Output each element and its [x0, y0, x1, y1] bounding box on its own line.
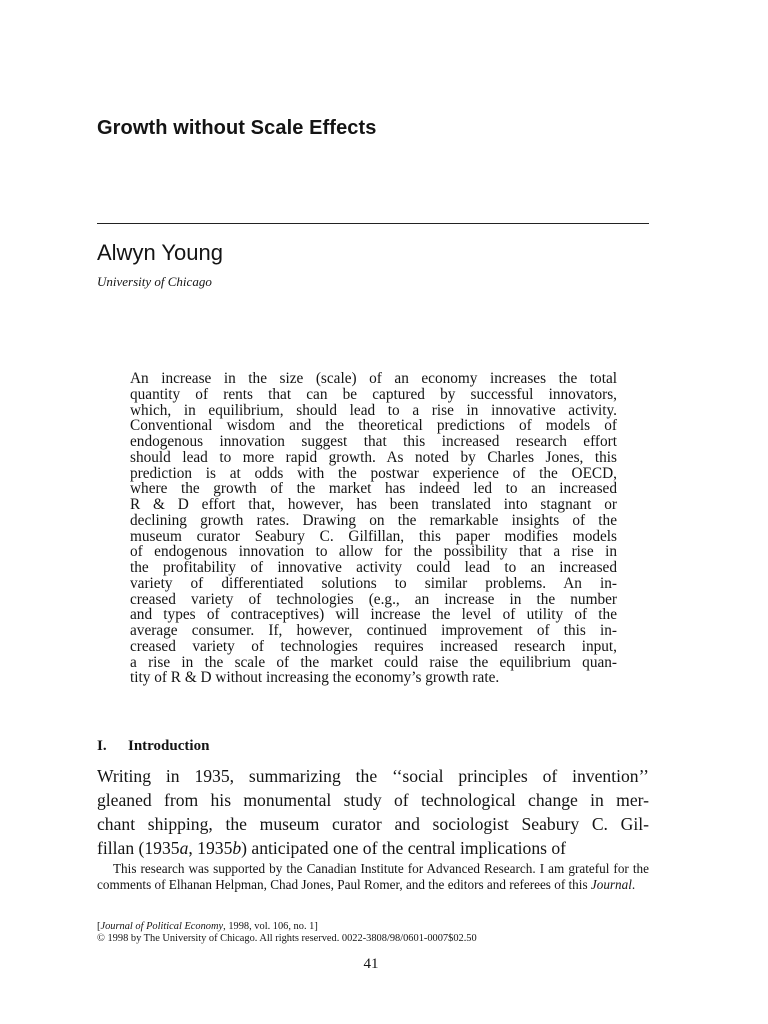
article-title: Growth without Scale Effects	[97, 117, 377, 139]
abstract-line: and types of contraceptives) will increase the level of utility of the	[130, 606, 617, 624]
abstract-line: where the growth of the market has indeed led to an increased	[130, 480, 617, 498]
copyright-line: © 1998 by The University of Chicago. All rights reserved. 0022-3808/98/0601-0007$02.50	[97, 933, 477, 944]
citation-details: , 1998, vol. 106, no. 1]	[223, 921, 318, 932]
intro-line: Writing in 1935, summarizing the ‘‘social principles of invention’’	[97, 766, 649, 786]
footnote-text: This research was supported by the Canadian Institute for Advanced Research. I am grateful for the comments of Elhanan Helpman, Chad Jones, Paul Romer, and the editors and referees of this	[97, 861, 649, 892]
intro-line: gleaned from his monumental study of technological change in mer-	[97, 790, 649, 810]
abstract-line: average consumer. If, however, continued improvement of this in-	[130, 622, 617, 639]
abstract-line: creased variety of technologies requires increased research input,	[130, 637, 617, 655]
title-divider	[97, 223, 649, 224]
abstract-line: the profitability of innovative activity could lead to an increased	[130, 559, 617, 576]
abstract-line: declining growth rates. Drawing on the remarkable insights of the	[130, 511, 617, 529]
abstract-line: of endogenous innovation to allow for the possibility that a rise in	[130, 543, 617, 561]
abstract-line: a rise in the scale of the market could raise the equilibrium quan-	[130, 653, 617, 671]
abstract	[130, 371, 617, 686]
abstract-line: R & D effort that, however, has been translated into stagnant or	[130, 496, 617, 513]
journal-citation	[97, 921, 649, 945]
acknowledgement-footnote	[97, 861, 649, 893]
abstract-line: An increase in the size (scale) of an economy increases the total	[130, 370, 617, 387]
abstract-line: variety of differentiated solutions to similar problems. An in-	[130, 574, 617, 592]
author-affiliation: University of Chicago	[97, 274, 212, 289]
section-number: I.	[97, 738, 107, 754]
citation-open-bracket: [	[97, 921, 101, 932]
abstract-line: tity of R & D without increasing the economy’s growth rate.	[130, 669, 500, 687]
introduction-paragraph	[97, 764, 649, 860]
abstract-line: endogenous innovation suggest that this increased research effort	[130, 433, 617, 450]
citation-line	[97, 921, 649, 933]
footnote-journal-word: Journal	[590, 877, 632, 892]
intro-line: fillan (1935a, 1935b) anticipated one of the central implications of	[97, 838, 567, 858]
journal-name: Journal of Political Economy	[100, 921, 224, 932]
abstract-line: museum curator Seabury C. Gilfillan, this paper modifies models	[130, 527, 617, 545]
abstract-line: creased variety of technologies (e.g., an increase in the number	[130, 590, 617, 608]
abstract-line: should lead to more rapid growth. As noted by Charles Jones, this	[130, 448, 617, 466]
section-heading	[97, 737, 209, 755]
author-name: Alwyn Young	[97, 240, 223, 265]
page-number: 41	[363, 956, 379, 972]
abstract-line: prediction is at odds with the postwar experience of the OECD,	[130, 464, 617, 482]
intro-line: chant shipping, the museum curator and sociologist Seabury C. Gil-	[97, 814, 649, 834]
abstract-line: quantity of rents that can be captured by successful innovators,	[130, 385, 617, 403]
section-title: Introduction	[128, 738, 210, 754]
abstract-line: which, in equilibrium, should lead to a rise in innovative activity.	[130, 401, 617, 419]
abstract-line: Conventional wisdom and the theoretical predictions of models of	[130, 417, 617, 435]
footnote-end: .	[631, 877, 636, 892]
